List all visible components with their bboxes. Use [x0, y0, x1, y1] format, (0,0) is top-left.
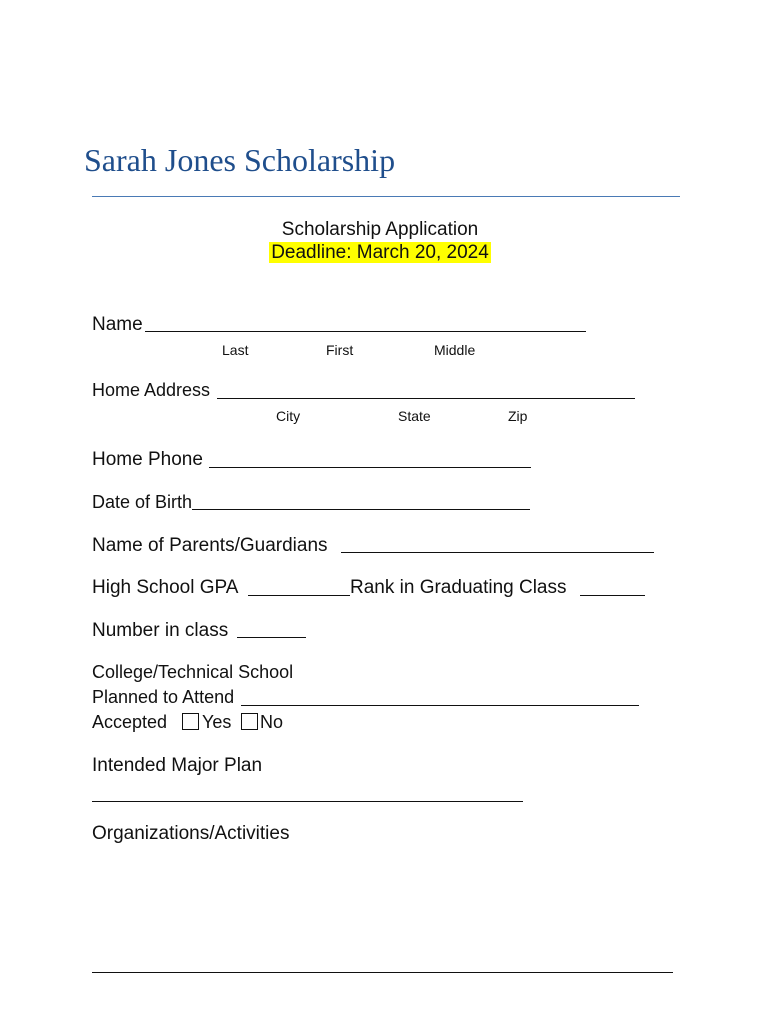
address-field[interactable]	[217, 398, 635, 399]
name-last-caption: Last	[222, 342, 249, 358]
accepted-label: Accepted	[92, 712, 168, 732]
dob-label: Date of Birth	[92, 492, 193, 512]
deadline-row	[0, 242, 760, 264]
name-field[interactable]	[145, 331, 586, 332]
address-state-caption: State	[398, 408, 431, 424]
gpa-field[interactable]	[248, 595, 350, 596]
name-first-caption: First	[326, 342, 354, 358]
name-middle-caption: Middle	[434, 342, 476, 358]
parents-label: Name of Parents/Guardians	[92, 535, 328, 556]
form-subtitle: Scholarship Application	[281, 219, 479, 240]
class-size-label: Number in class	[92, 620, 229, 641]
gpa-label: High School GPA	[92, 577, 239, 598]
accepted-yes-checkbox[interactable]	[182, 713, 199, 730]
dob-field[interactable]	[192, 509, 530, 510]
major-label: Intended Major Plan	[92, 755, 263, 776]
activities-field[interactable]	[92, 972, 673, 973]
college-field[interactable]	[241, 705, 639, 706]
college-label-line1: College/Technical School	[92, 662, 294, 682]
title-divider	[92, 196, 680, 197]
class-size-field[interactable]	[237, 637, 306, 638]
activities-label: Organizations/Activities	[92, 823, 290, 844]
deadline-text: Deadline: March 20, 2024	[271, 242, 489, 263]
major-field[interactable]	[92, 801, 523, 802]
accepted-no-label: No	[260, 712, 284, 732]
rank-label: Rank in Graduating Class	[350, 577, 567, 598]
college-label-line2: Planned to Attend	[92, 687, 235, 707]
accepted-no-checkbox[interactable]	[241, 713, 258, 730]
rank-field[interactable]	[580, 595, 645, 596]
address-city-caption: City	[276, 408, 301, 424]
address-label: Home Address	[92, 380, 211, 400]
address-zip-caption: Zip	[508, 408, 528, 424]
parents-field[interactable]	[341, 552, 654, 553]
phone-field[interactable]	[209, 467, 531, 468]
phone-label: Home Phone	[92, 449, 203, 470]
document-title: Sarah Jones Scholarship	[84, 142, 396, 178]
accepted-yes-label: Yes	[202, 712, 232, 732]
name-label: Name	[92, 314, 143, 335]
